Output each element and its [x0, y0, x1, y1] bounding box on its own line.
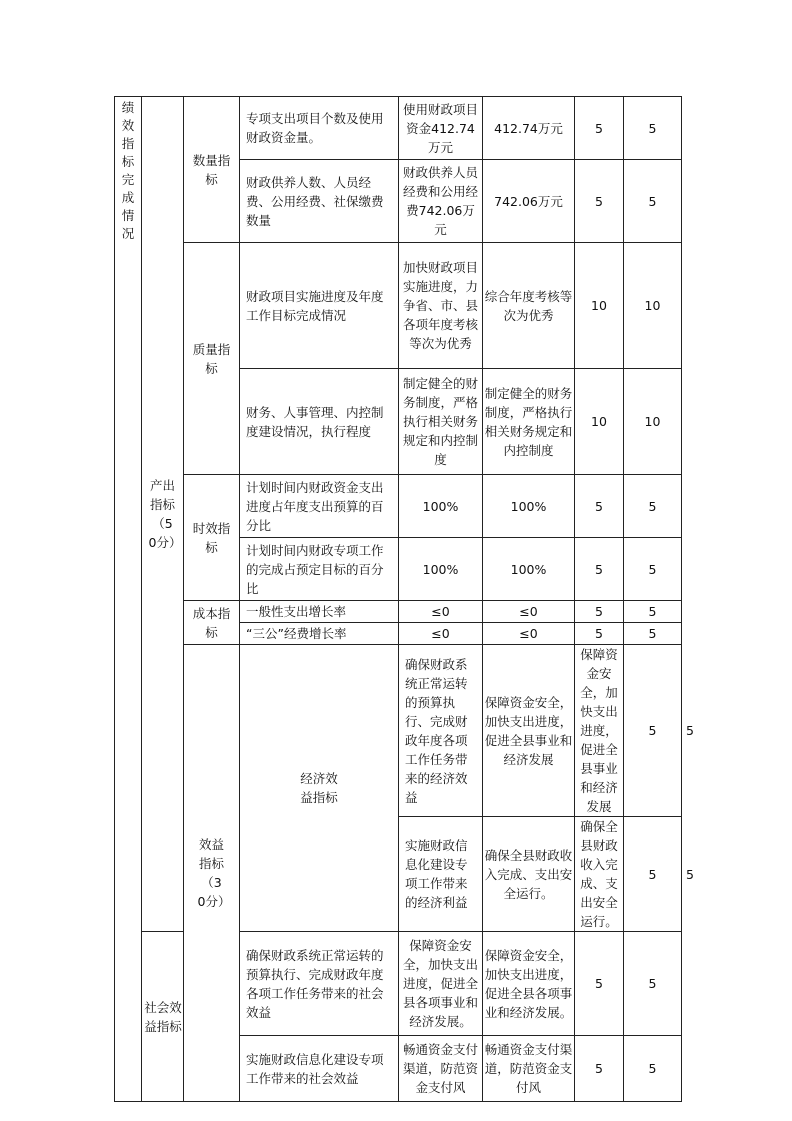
weight-cell: 5: [575, 623, 624, 645]
indicator-cell: 财务、人事管理、内控制度建设情况，执行程度: [240, 369, 399, 475]
indicator-cell: 确保财政系统正常运转的预算执行、完成财政年度各项工作任务带来的经济效益: [399, 645, 483, 817]
target-cell: 财政供养人员经费和公用经费742.06万元: [399, 160, 483, 243]
actual-cell: 100%: [483, 475, 575, 538]
score-cell: 5: [624, 601, 682, 623]
target-cell: ≤0: [399, 623, 483, 645]
weight-cell: 5: [575, 97, 624, 160]
target-cell: 确保全县财政收入完成、支出安全运行。: [483, 817, 575, 932]
target-cell: 畅通资金支付渠道，防范资金支付风: [399, 1036, 483, 1102]
target-cell: 100%: [399, 475, 483, 538]
weight-cell: 10: [575, 243, 624, 369]
target-cell: 使用财政项目资金412.74万元: [399, 97, 483, 160]
level3-category: 社会效益指标: [144, 999, 182, 1034]
actual-cell: 保障资金安全，加快支出进度，促进全县各项事业和经济发展。: [483, 932, 575, 1036]
table-row: [115, 97, 682, 160]
score-cell: 5: [624, 538, 682, 601]
actual-cell: 制定健全的财务制度，严格执行相关财务规定和内控制度: [483, 369, 575, 475]
score-cell: 5: [624, 932, 682, 1036]
actual-cell: 742.06万元: [483, 160, 575, 243]
performance-table: [114, 96, 694, 1102]
score-cell: 5: [624, 1036, 682, 1102]
score-cell: 5: [624, 475, 682, 538]
indicator-cell: 计划时间内财政资金支出进度占年度支出预算的百分比: [240, 475, 399, 538]
level3-category-cell: [184, 475, 240, 601]
level3-category: 数量指标: [192, 152, 231, 187]
target-cell: 保障资金安全，加快支出进度，促进全县事业和经济发展: [483, 645, 575, 817]
weight-cell: 5: [575, 1036, 624, 1102]
actual-cell: ≤0: [483, 601, 575, 623]
indicator-cell: 实施财政信息化建设专项工作带来的社会效益: [240, 1036, 399, 1102]
indicator-cell: 财政供养人数、人员经费、公用经费、社保缴费数量: [240, 160, 399, 243]
weight-cell: 5: [575, 601, 624, 623]
actual-cell: 综合年度考核等次为优秀: [483, 243, 575, 369]
score-cell: 5: [624, 623, 682, 645]
indicator-cell: 计划时间内财政专项工作的完成占预定目标的百分比: [240, 538, 399, 601]
actual-cell: 412.74万元: [483, 97, 575, 160]
weight-cell: 10: [575, 369, 624, 475]
indicator-cell: 财政项目实施进度及年度工作目标完成情况: [240, 243, 399, 369]
actual-cell: 保障资金安全，加快支出进度，促进全县事业和经济发展: [575, 645, 624, 817]
table-row: 效益指标（30分） 经济效益指标 确保财政系统正常运转的预算执行、完成财政年度各项工作任务带来的经济效益 保障资金安全，加快支出进度，促进全县事业和经济发展 保障资金安全，加快支出进度，促进全县事业和经济发展 5 5: [115, 645, 682, 817]
score-cell: 10: [624, 369, 682, 475]
indicator-cell: 一般性支出增长率: [240, 601, 399, 623]
table-row: [115, 243, 682, 369]
weight-cell: 5: [624, 817, 682, 932]
score-cell: 5: [624, 97, 682, 160]
level3-category-cell: [184, 243, 240, 475]
table-row: [115, 601, 682, 623]
level2-category-benefit: 效益指标（30分）: [197, 837, 231, 909]
target-cell: 保障资金安全，加快支出进度，促进全县各项事业和经济发展。: [399, 932, 483, 1036]
level2-category-output: 产出指标（50分）: [148, 478, 182, 550]
weight-cell: 5: [575, 475, 624, 538]
level3-category: 时效指标: [192, 520, 231, 555]
score-cell: 10: [624, 243, 682, 369]
weight-cell: 5: [575, 538, 624, 601]
score-cell: 5: [624, 160, 682, 243]
weight-cell: 5: [575, 160, 624, 243]
table-row: [115, 475, 682, 538]
level3-category-cell: [184, 97, 240, 243]
indicator-cell: 专项支出项目个数及使用财政资金量。: [240, 97, 399, 160]
indicator-cell: 实施财政信息化建设专项工作带来的经济利益: [399, 817, 483, 932]
actual-cell: 确保全县财政收入完成、支出安全运行。: [575, 817, 624, 932]
target-cell: 制定健全的财务制度，严格执行相关财务规定和内控制度: [399, 369, 483, 475]
indicator-cell: “三公”经费增长率: [240, 623, 399, 645]
level2-category-cell: [184, 645, 240, 1102]
target-cell: 100%: [399, 538, 483, 601]
weight-cell: 5: [624, 645, 682, 817]
actual-cell: ≤0: [483, 623, 575, 645]
table-row: 实施财政信息化建设专项工作带来的经济利益 确保全县财政收入完成、支出安全运行。 确保全县财政收入完成、支出安全运行。 5 5: [115, 817, 682, 932]
level3-category-cell: [240, 645, 399, 932]
level2-category-cell: [142, 97, 184, 932]
target-cell: 加快财政项目实施进度，力争省、市、县各项年度考核等次为优秀: [399, 243, 483, 369]
level1-category: 绩效指标完成情况: [121, 100, 135, 241]
level3-category: 成本指标: [192, 605, 231, 640]
actual-cell: 畅通资金支付渠道，防范资金支付风: [483, 1036, 575, 1102]
target-cell: ≤0: [399, 601, 483, 623]
level3-category: 经济效益指标: [300, 771, 338, 805]
weight-cell: 5: [575, 932, 624, 1036]
level3-category-cell: [184, 601, 240, 645]
level1-category-cell: [115, 97, 142, 1102]
level3-category-cell: [142, 932, 184, 1102]
actual-cell: 100%: [483, 538, 575, 601]
indicator-cell: 确保财政系统正常运转的预算执行、完成财政年度各项工作任务带来的社会效益: [240, 932, 399, 1036]
level3-category: 质量指标: [192, 341, 231, 376]
